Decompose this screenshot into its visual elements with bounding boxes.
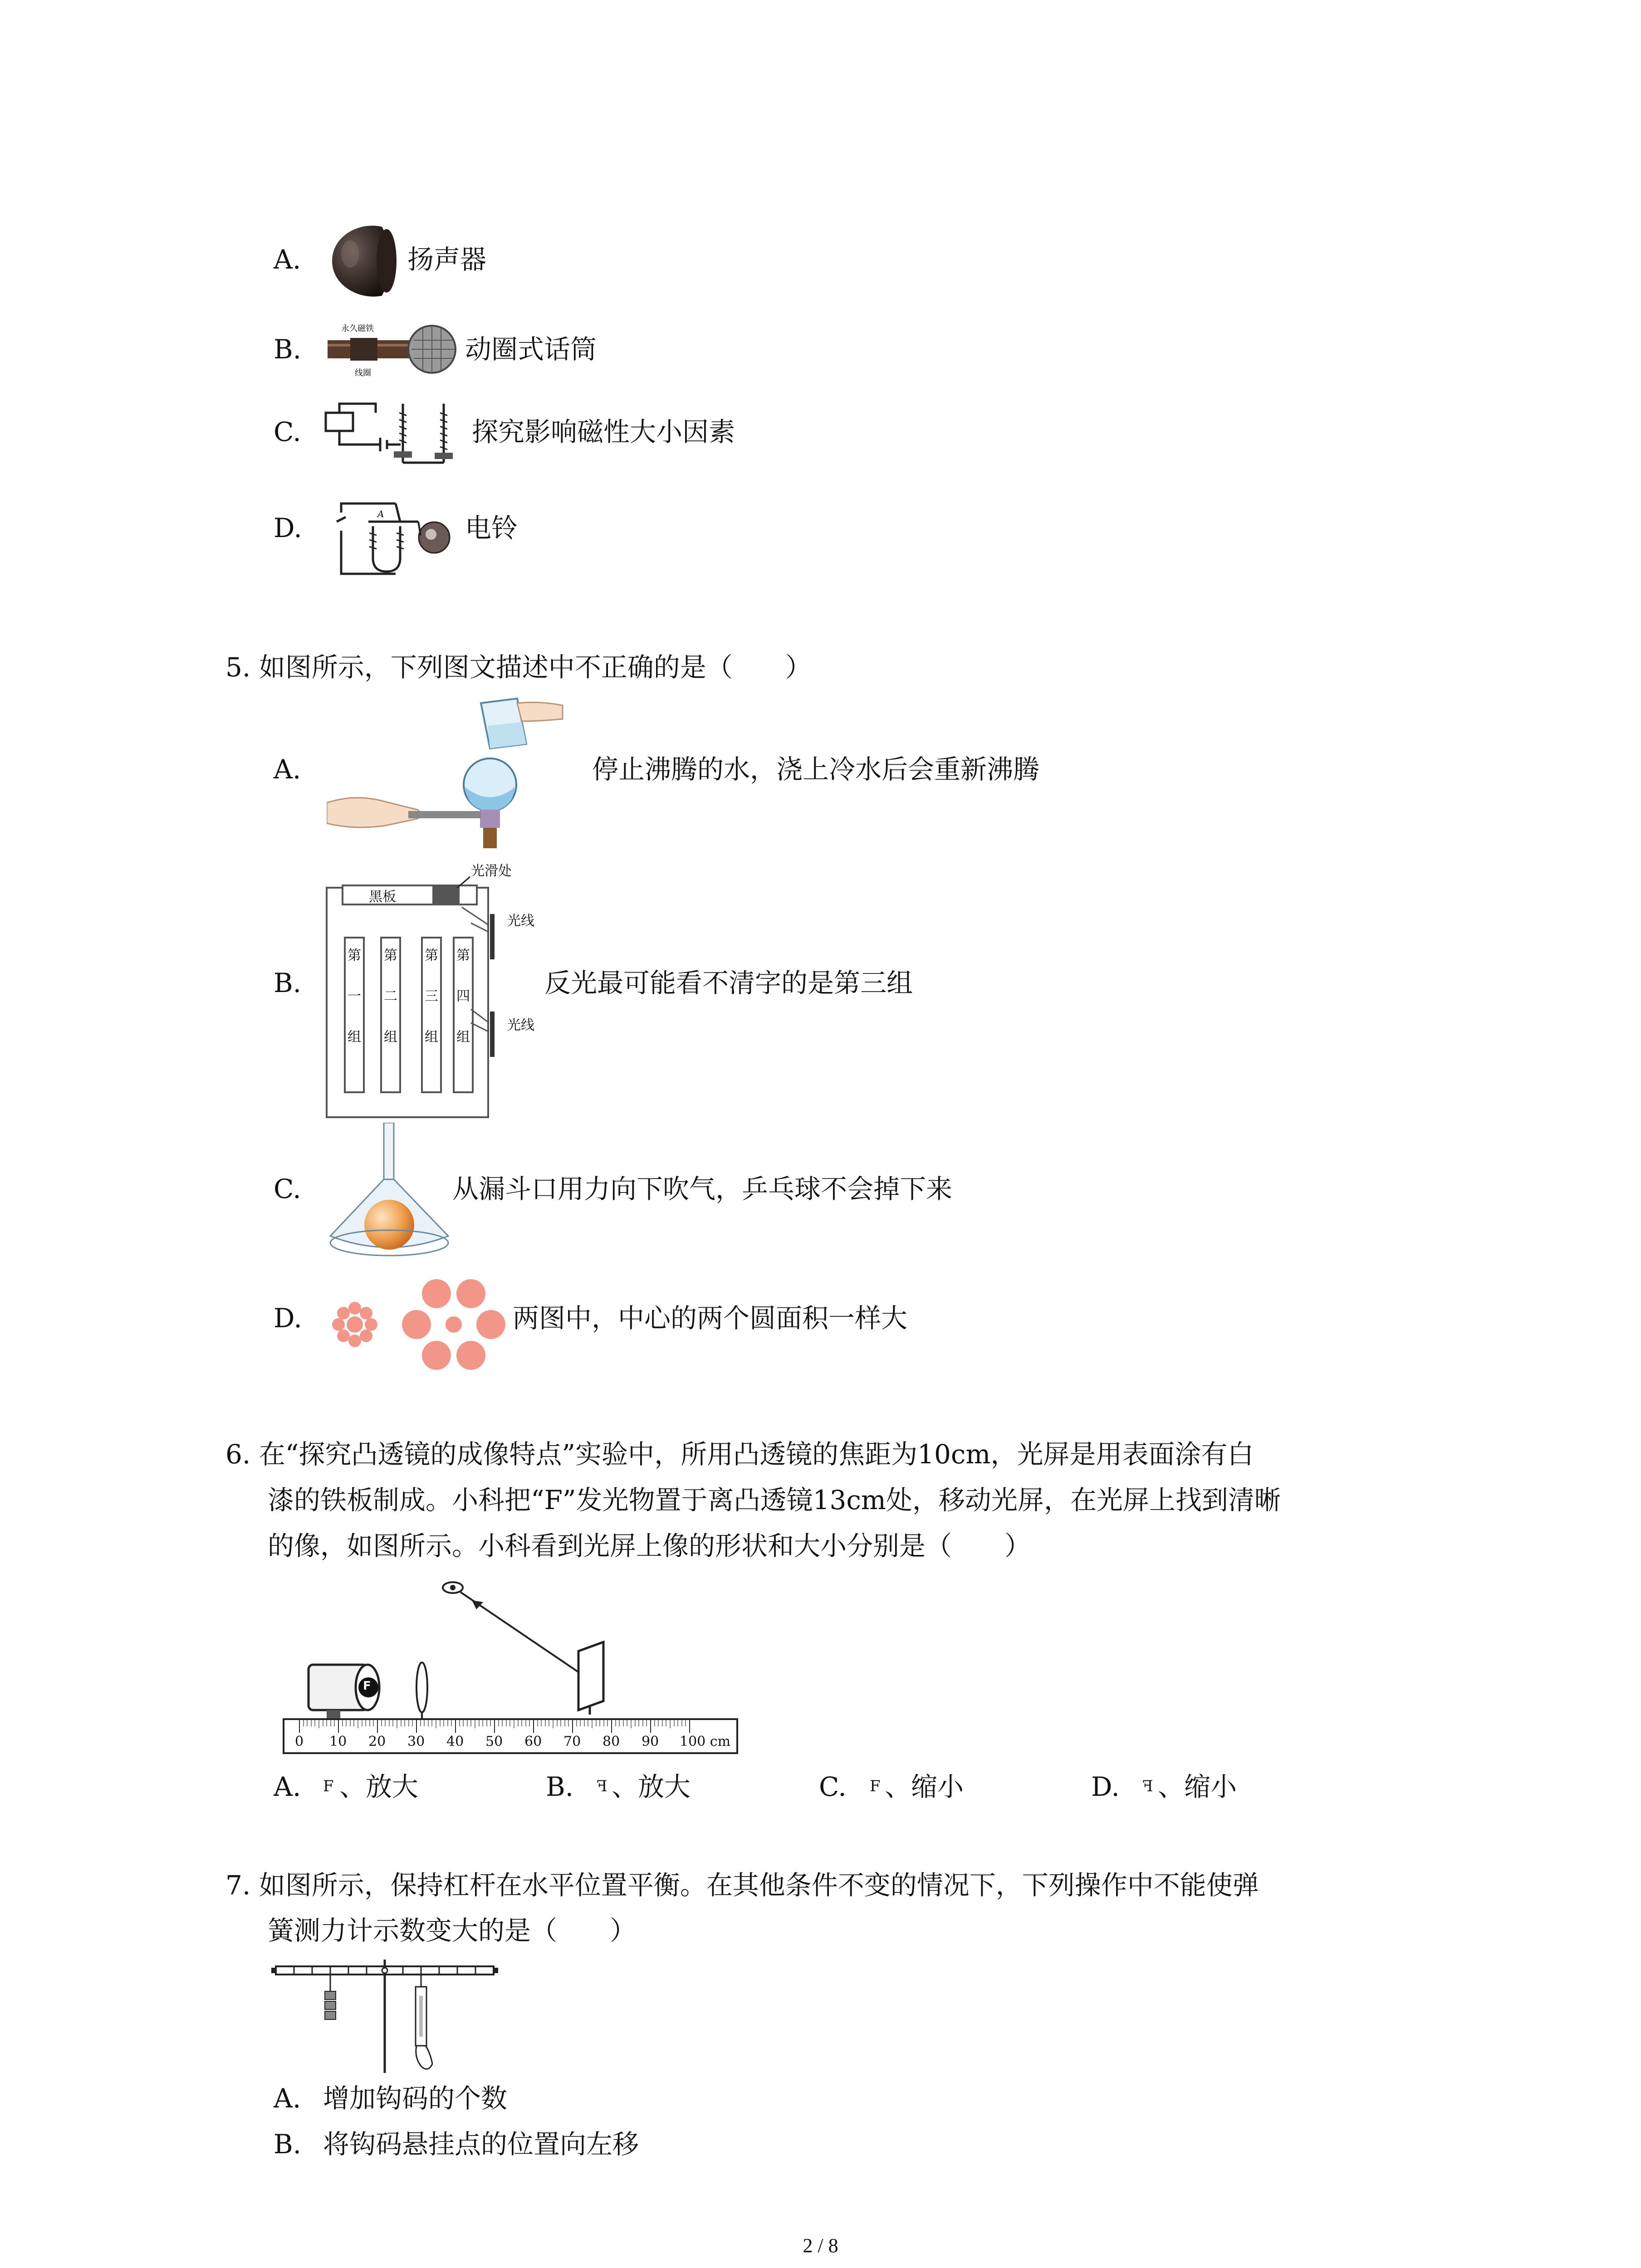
electric-bell-icon <box>328 494 455 581</box>
image-glyph-mirrored: F <box>597 1777 607 1795</box>
image-glyph-mirrored: F <box>1142 1777 1153 1795</box>
option-letter: A. <box>274 754 301 785</box>
option-text: 增加钩码的个数 <box>323 2083 508 2114</box>
group-4-column: 第 四 组 <box>453 937 474 1093</box>
option-letter: C. <box>274 1173 301 1204</box>
option-letter: D. <box>274 513 302 543</box>
loudspeaker-icon <box>323 218 400 304</box>
q6-line-3: 的像，如图所示。小科看到光屏上像的形状和大小分别是（ ） <box>268 1530 1031 1561</box>
option-text: 、缩小 <box>885 1771 964 1802</box>
object-f-label: F <box>363 1679 371 1693</box>
mic-coil-label: 线圈 <box>355 368 371 378</box>
ruler-tick-80: 80 <box>603 1734 620 1750</box>
option-letter: D. <box>1091 1771 1120 1802</box>
image-glyph: F <box>323 1777 334 1795</box>
option-text: 两图中，中心的两个圆面积一样大 <box>513 1303 908 1334</box>
ruler-tick-90: 90 <box>642 1734 659 1750</box>
optical-bench-diagram <box>281 1574 744 1755</box>
boiling-flask-icon <box>327 694 599 857</box>
option-text: 、放大 <box>612 1771 691 1802</box>
group-1-column: 第 一 组 <box>344 937 365 1093</box>
option-letter: B. <box>546 1771 574 1802</box>
option-text: 反光最可能看不清字的是第三组 <box>544 968 913 998</box>
blackboard-label: 黑板 <box>369 889 396 905</box>
option-text: 、缩小 <box>1158 1771 1237 1802</box>
classroom-diagram <box>326 860 553 1120</box>
bell-point-a-label: A <box>377 508 384 519</box>
light-label-bottom: 光线 <box>507 1017 534 1033</box>
option-letter: D. <box>274 1303 302 1334</box>
q6-line-1: 6. 在“探究凸透镜的成像特点”实验中，所用凸透镜的焦距为10cm，光屏是用表面涂有白 <box>225 1439 1254 1470</box>
option-letter: A. <box>274 2083 301 2114</box>
ruler-tick-100cm: 100 cm <box>680 1734 731 1750</box>
q5-stem: 5. 如图所示，下列图文描述中不正确的是（ ） <box>225 652 812 683</box>
q6-line-2: 漆的铁板制成。小科把“F”发光物置于离凸透镜13cm处，移动光屏，在光屏上找到清晰 <box>268 1485 1281 1515</box>
ruler-tick-0: 0 <box>295 1734 304 1750</box>
light-label-top: 光线 <box>507 913 534 929</box>
group-3-column: 第 三 组 <box>421 937 442 1093</box>
microphone-icon <box>323 318 459 381</box>
page-number: 2 / 8 <box>803 2234 838 2257</box>
option-letter: A. <box>274 244 301 275</box>
option-text: 动圈式话筒 <box>465 334 597 365</box>
funnel-ball-icon <box>326 1123 453 1263</box>
ruler-tick-50: 50 <box>485 1734 503 1750</box>
option-letter: B. <box>274 968 302 998</box>
option-text: 扬声器 <box>407 244 487 275</box>
option-letter: B. <box>274 2129 302 2160</box>
option-text: 停止沸腾的水，浇上冷水后会重新沸腾 <box>592 754 1040 785</box>
ruler-tick-20: 20 <box>368 1734 386 1750</box>
ebbinghaus-illusion-icon <box>328 1275 509 1374</box>
electromagnet-circuit-icon <box>321 395 457 472</box>
option-letter: C. <box>819 1771 847 1802</box>
option-text: 从漏斗口用力向下吹气，乒乓球不会掉下来 <box>452 1173 953 1204</box>
mic-magnet-label: 永久磁铁 <box>341 324 374 333</box>
option-text: 电铃 <box>465 513 518 543</box>
option-letter: B. <box>274 334 302 365</box>
option-text: 、放大 <box>339 1771 419 1802</box>
ruler-tick-30: 30 <box>407 1734 425 1750</box>
ruler-tick-60: 60 <box>524 1734 542 1750</box>
ruler-tick-40: 40 <box>446 1734 464 1750</box>
image-glyph: F <box>870 1777 881 1795</box>
option-text: 将钩码悬挂点的位置向左移 <box>323 2129 639 2160</box>
option-letter: C. <box>274 416 301 447</box>
option-text: 探究影响磁性大小因素 <box>472 416 735 447</box>
ruler-tick-70: 70 <box>563 1734 581 1750</box>
group-2-column: 第 二 组 <box>380 937 401 1093</box>
q7-line-1: 7. 如图所示，保持杠杆在水平位置平衡。在其他条件不变的情况下，下列操作中不能使弹 <box>225 1870 1259 1901</box>
option-letter: A. <box>274 1771 301 1802</box>
q7-line-2: 簧测力计示数变大的是（ ） <box>268 1915 637 1946</box>
glare-label: 光滑处 <box>471 863 512 879</box>
ruler-tick-10: 10 <box>329 1734 347 1750</box>
lever-diagram <box>271 1960 498 2077</box>
